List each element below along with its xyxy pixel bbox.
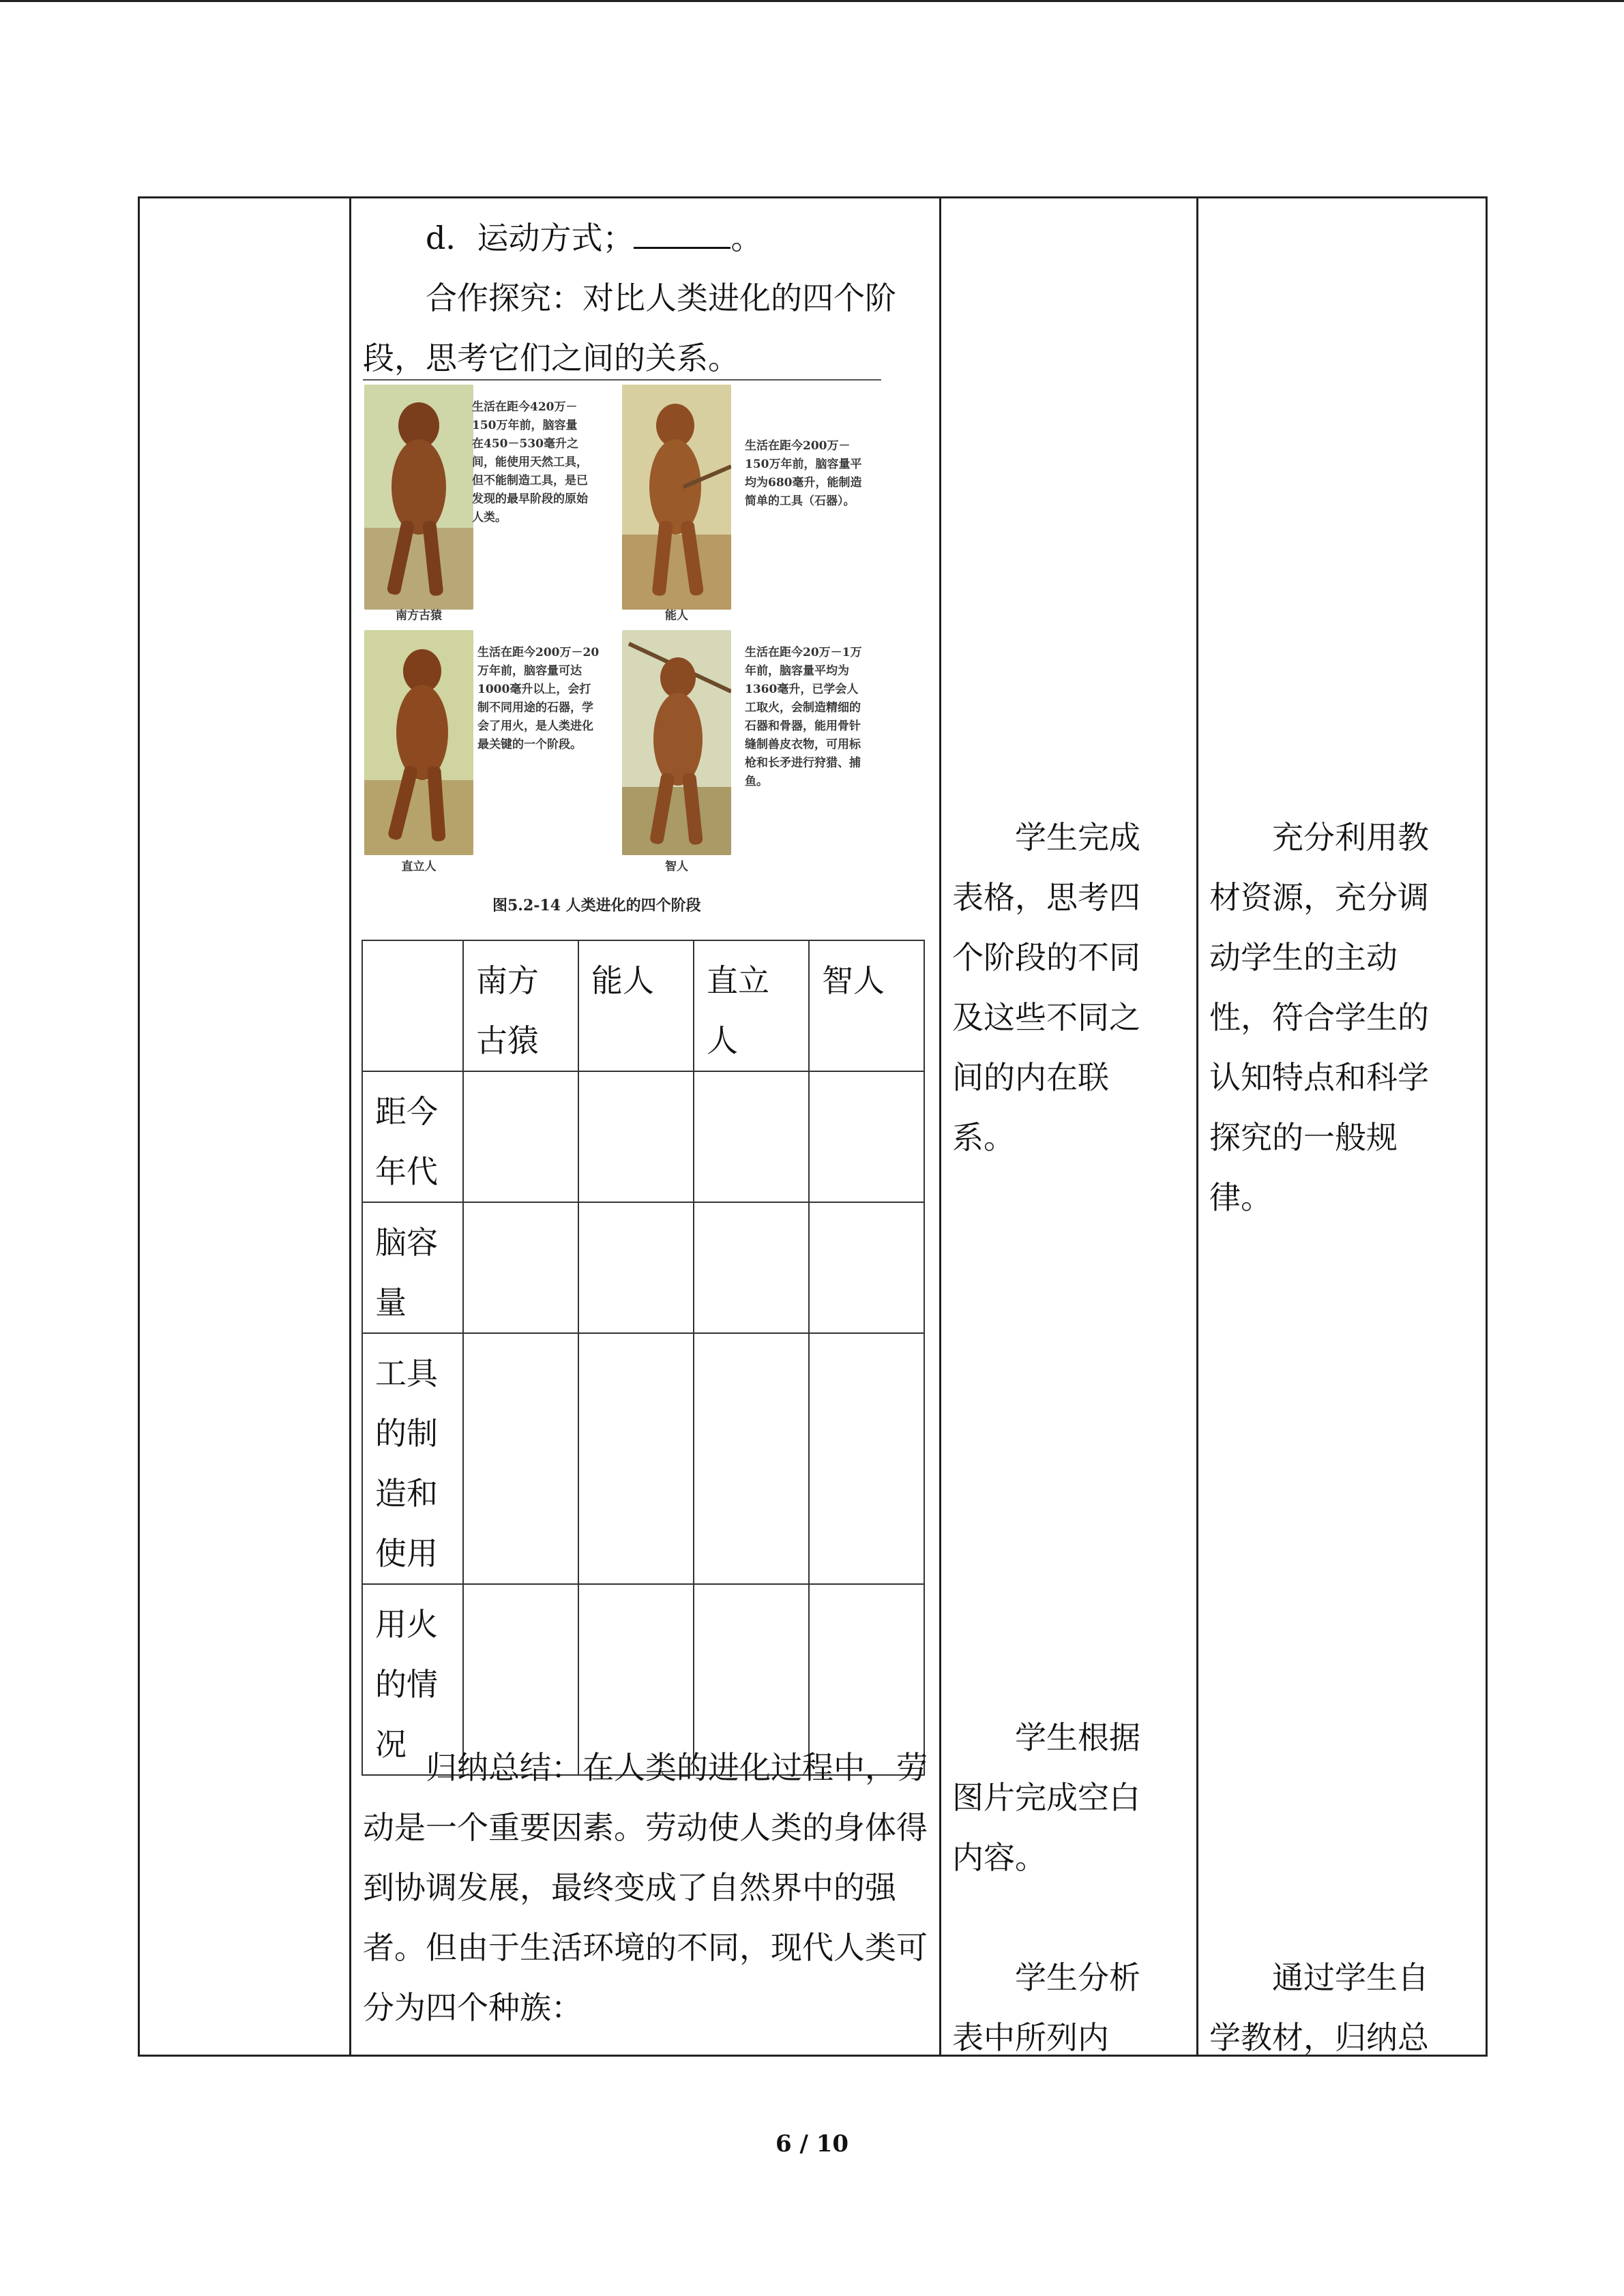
header-cell: 直立人 [694, 940, 809, 1071]
table-row [362, 1071, 924, 1202]
row-label: 工具的制造和使用 [362, 1333, 463, 1584]
australopithecus-image [364, 385, 473, 610]
header-cell: 智人 [809, 940, 924, 1071]
answer-cell[interactable] [578, 1071, 694, 1202]
student-activity-1 [952, 807, 1157, 1167]
stage-desc: 生活在距今200万－150万年前，脑容量平均为680毫升，能制造简单的工具（石器）。 [745, 439, 862, 508]
intent-text: 通过学生自学教材，归纳总 [1209, 1959, 1429, 2056]
homo-sapiens-image [622, 630, 731, 855]
answer-cell[interactable] [463, 1071, 578, 1202]
homo-habilis-image [622, 385, 731, 610]
answer-cell[interactable] [463, 1202, 578, 1333]
coop-explore-text: 合作探究：对比人类进化的四个阶段，思考它们之间的关系。 [363, 280, 896, 376]
answer-cell[interactable] [809, 1202, 924, 1333]
figure-rule [363, 379, 881, 381]
row-label: 用火的情况 [362, 1584, 463, 1775]
summary-text [363, 1738, 928, 2038]
stage-desc: 生活在距今200万－20万年前，脑容量可达1000毫升以上，会打制不同用途的石器，学会了用火，是人类进化最关键的一个阶段。 [477, 646, 600, 751]
stage-name: 能人 [665, 609, 688, 623]
comparison-table [361, 940, 925, 1776]
stage-desc: 生活在距今20万－1万年前，脑容量平均为1360毫升，已学会人工取火，会制造精细的石器和骨器，能用骨针缝制兽皮衣物，可用标枪和长矛进行狩猎、捕鱼。 [745, 646, 862, 788]
stage-name: 智人 [665, 860, 688, 874]
stage-desc: 生活在距今420万－150万年前，脑容量在450－530毫升之间，能使用天然工具，但不能制造工具，是已发现的最早阶段的原始人类。 [472, 400, 588, 524]
activity-text: 学生分析表中所列内 [952, 1959, 1140, 2056]
answer-cell[interactable] [694, 1071, 809, 1202]
figure-caption: 图5.2-14 人类进化的四个阶段 [492, 897, 701, 914]
item-d-line [363, 208, 922, 388]
table-header-row [362, 940, 924, 1071]
column-divider [349, 198, 351, 2055]
answer-cell[interactable] [694, 1202, 809, 1333]
answer-cell[interactable] [809, 1333, 924, 1584]
activity-text: 学生完成表格，思考四个阶段的不同及这些不同之间的内在联系。 [952, 819, 1140, 1156]
header-cell: 南方古猿 [463, 940, 578, 1071]
table-row [362, 1202, 924, 1333]
design-intent-2 [1209, 1948, 1455, 2068]
answer-cell[interactable] [809, 1071, 924, 1202]
design-intent-1 [1209, 807, 1455, 1227]
fill-blank[interactable] [634, 220, 730, 249]
homo-erectus-image [364, 630, 473, 855]
item-d-end: 。 [730, 220, 763, 256]
student-activity-2 [952, 1708, 1157, 1888]
activity-text: 学生根据图片完成空白内容。 [952, 1719, 1140, 1876]
student-activity-3 [952, 1948, 1157, 2068]
column-divider [1196, 198, 1198, 2055]
intent-text: 充分利用教材资源，充分调动学生的主动性，符合学生的认知特点和科学探究的一般规律。 [1209, 819, 1429, 1216]
row-label: 距今年代 [362, 1071, 463, 1202]
evolution-figure [363, 379, 881, 925]
row-label: 脑容量 [362, 1202, 463, 1333]
stage-name: 南方古猿 [396, 609, 442, 623]
stage-name: 直立人 [401, 860, 437, 874]
answer-cell[interactable] [463, 1333, 578, 1584]
item-d-label: d．运动方式； [426, 220, 634, 256]
header-cell: 能人 [578, 940, 694, 1071]
answer-cell[interactable] [578, 1202, 694, 1333]
summary-paragraph: 归纳总结：在人类的进化过程中，劳动是一个重要因素。劳动使人类的身体得到协调发展，最终变成了自然界中的强者。但由于生活环境的不同，现代人类可分为四个种族： [363, 1749, 928, 2026]
page-number: 6 / 10 [775, 2130, 849, 2158]
answer-cell[interactable] [578, 1333, 694, 1584]
column-divider [939, 198, 941, 2055]
table-row [362, 1333, 924, 1584]
answer-cell[interactable] [694, 1333, 809, 1584]
table-corner-cell [362, 940, 463, 1071]
top-rule [0, 0, 1624, 2]
